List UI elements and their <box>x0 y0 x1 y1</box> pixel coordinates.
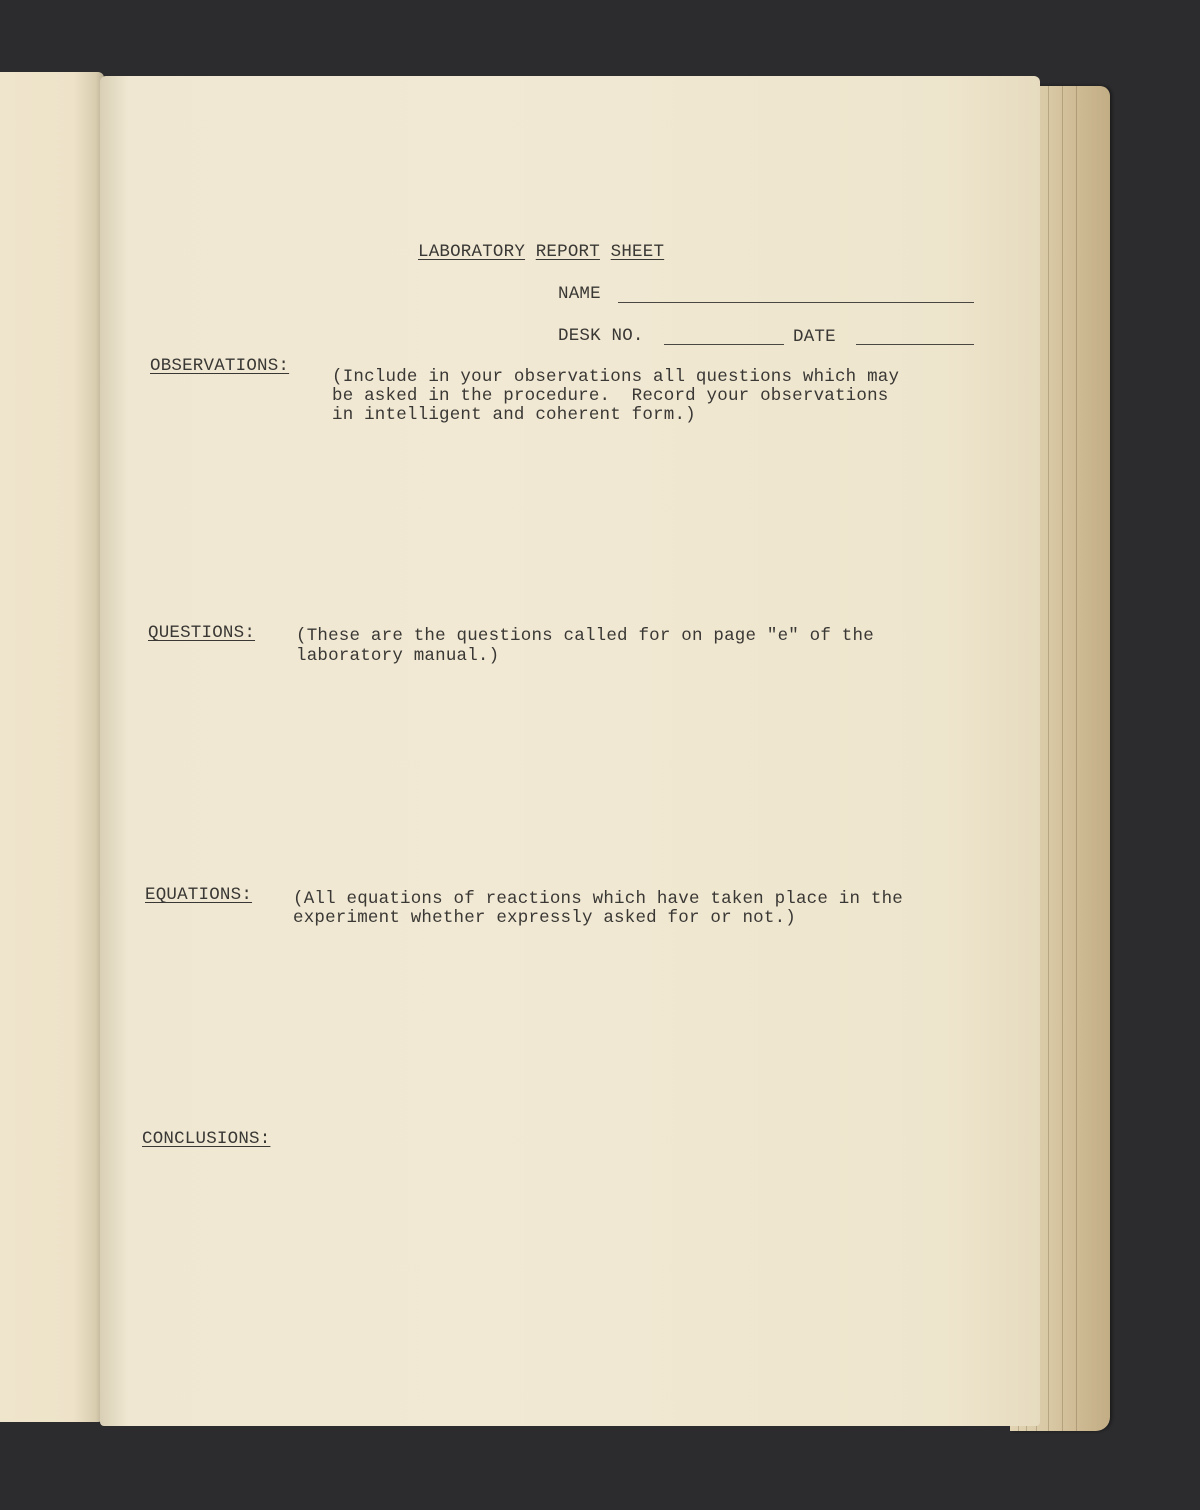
title-word-3: SHEET <box>610 242 665 262</box>
questions-line-1: (These are the questions called for on page "e" of the <box>296 626 874 646</box>
date-label: DATE <box>793 327 836 347</box>
observations-heading: OBSERVATIONS: <box>150 356 290 376</box>
observations-line-2: be asked in the procedure. Record your observations <box>332 386 889 406</box>
conclusions-heading: CONCLUSIONS: <box>142 1129 271 1149</box>
observations-line-3: in intelligent and coherent form.) <box>332 405 696 425</box>
name-line[interactable] <box>618 302 974 303</box>
equations-line-2: experiment whether expressly asked for or not.) <box>293 908 796 928</box>
title-word-1: LABORATORY <box>418 242 526 262</box>
date-line[interactable] <box>856 344 974 345</box>
desk-line[interactable] <box>664 344 784 345</box>
report-sheet-page <box>100 76 1040 1426</box>
questions-line-2: laboratory manual.) <box>296 646 500 666</box>
facing-page <box>0 72 104 1422</box>
desk-label: DESK NO. <box>558 326 644 346</box>
name-label: NAME <box>558 284 601 304</box>
equations-heading: EQUATIONS: <box>145 885 253 905</box>
questions-heading: QUESTIONS: <box>148 623 256 643</box>
equations-line-1: (All equations of reactions which have taken place in the <box>293 889 903 909</box>
title-word-2: REPORT <box>535 242 600 262</box>
observations-line-1: (Include in your observations all questions which may <box>332 367 900 387</box>
sheet-title <box>418 242 664 262</box>
